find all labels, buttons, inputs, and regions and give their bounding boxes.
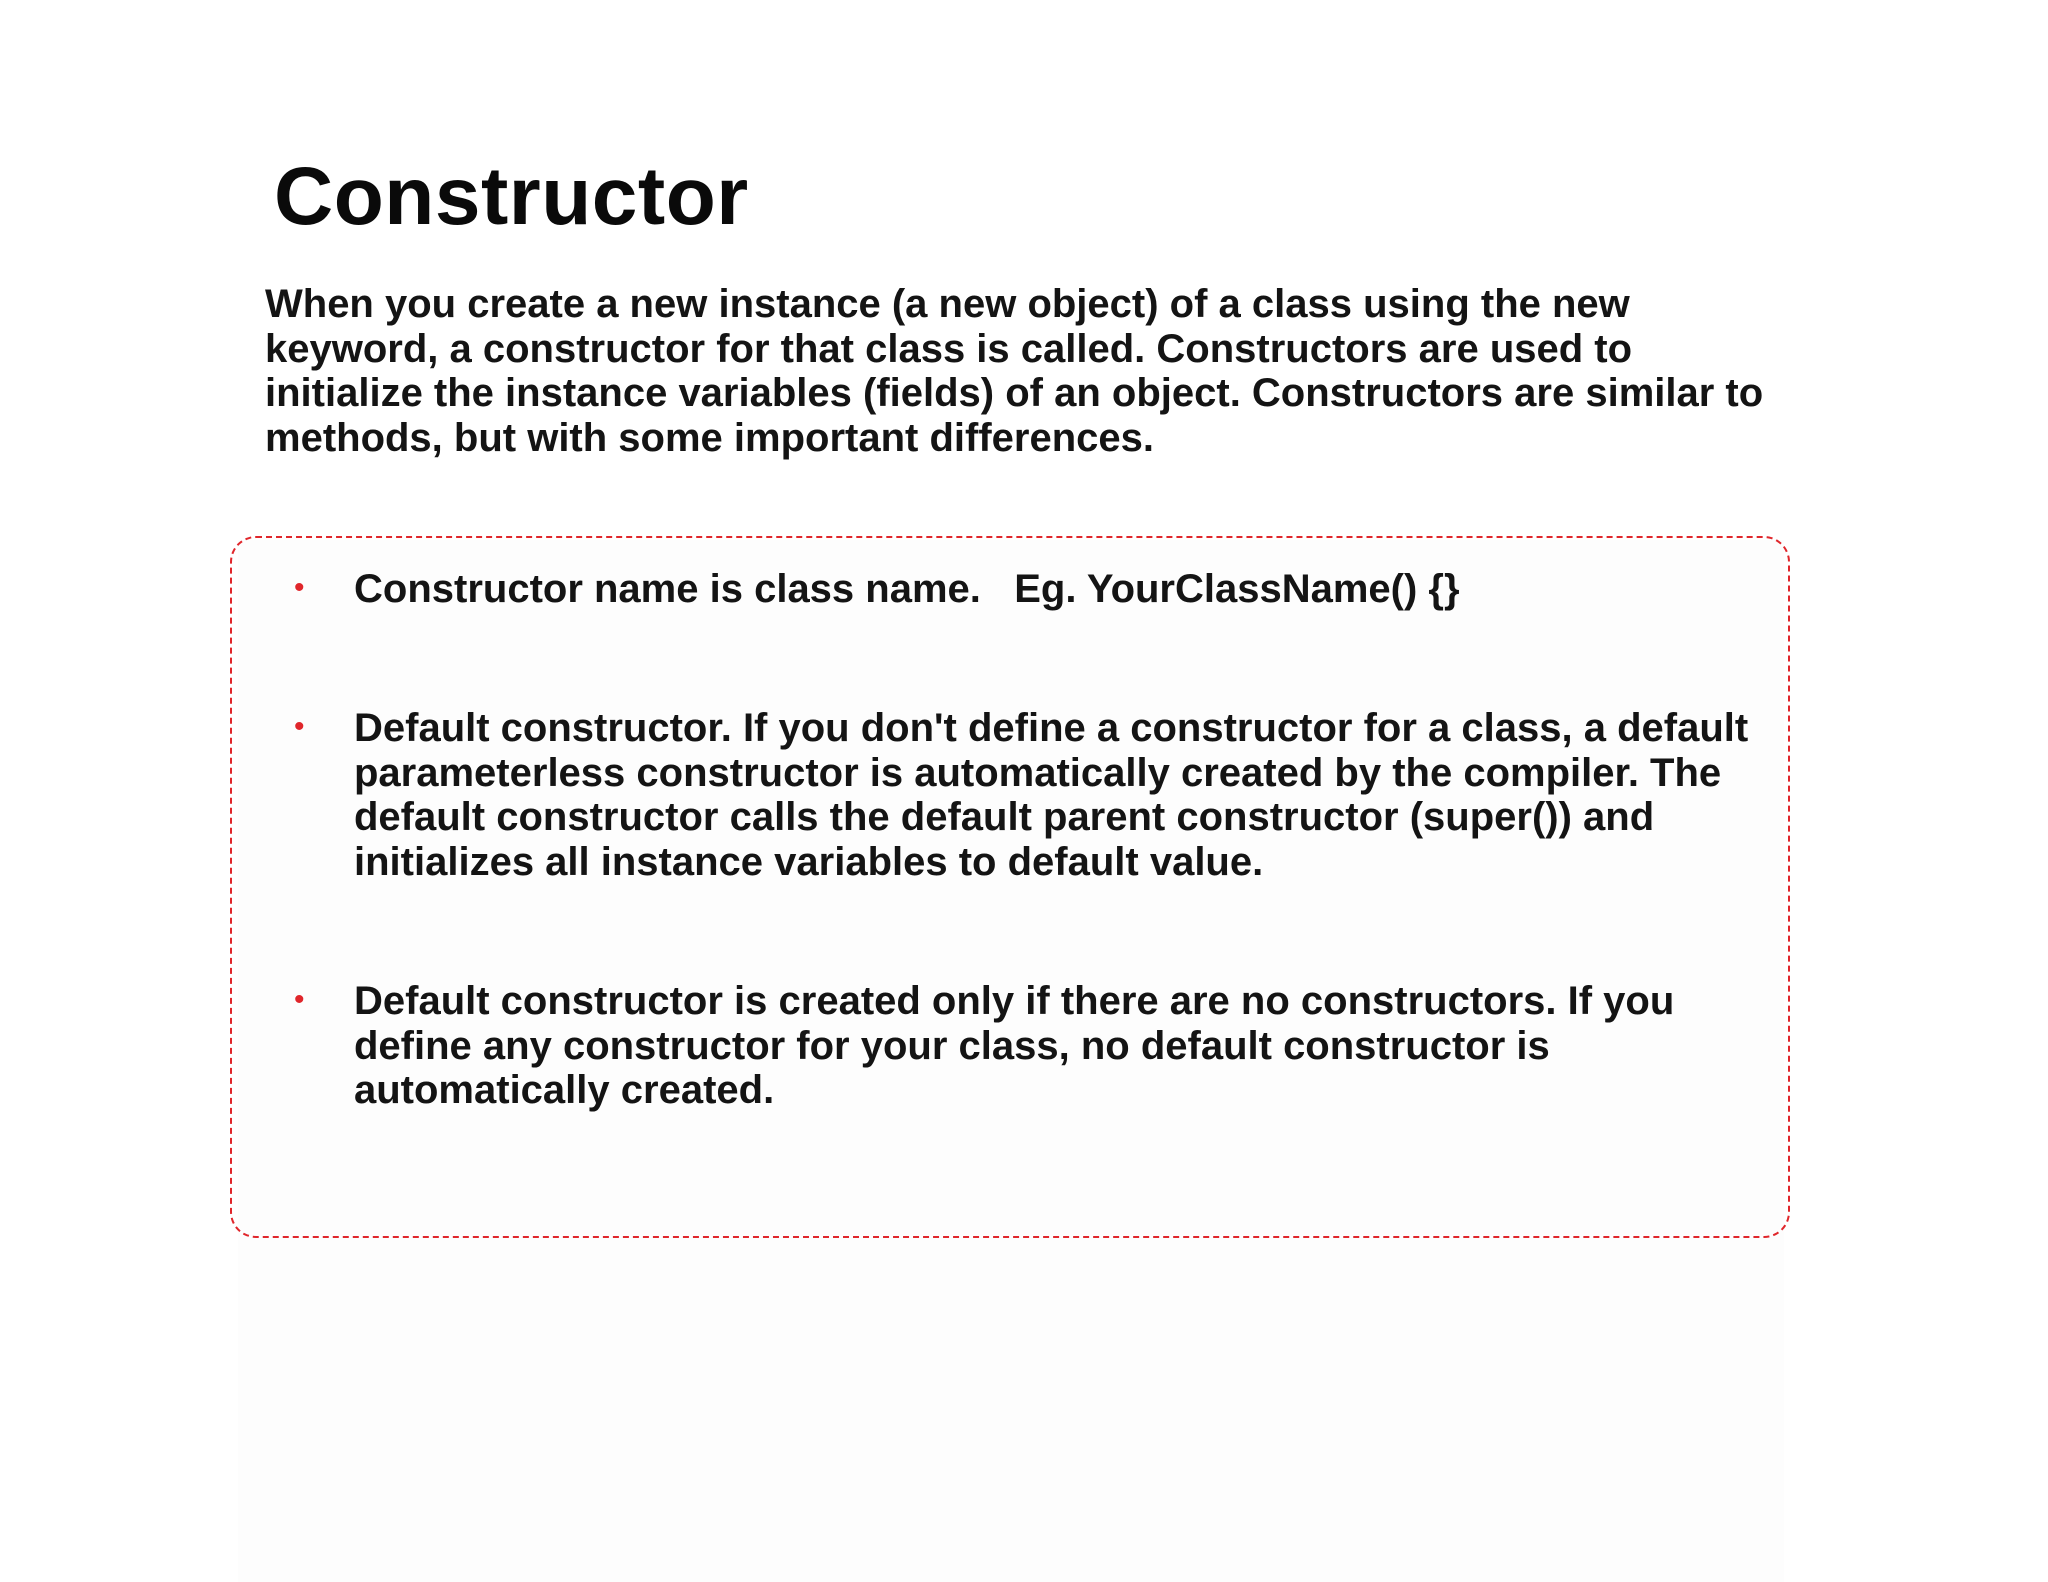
bullet-icon: • [294,710,305,743]
bullet-icon: • [294,983,305,1016]
bullet-text: Default constructor is created only if there are no constructors. If you define any constructor for your class, no default constructor is automatically created. [354,979,1686,1112]
bullet-icon: • [294,571,305,604]
bullet-text: Default constructor. If you don't define a constructor for a class, a default parameterless constructor is automatically created by the compiler. The default constructor calls the default parent constructor (super()) and initializes all instance variables to default value. [354,706,1760,884]
bullet-box [230,536,1790,1238]
bullet-text: Constructor name is class name. Eg. YourClassName() {} [354,567,1460,611]
intro-paragraph: When you create a new instance (a new object) of a class using the new keyword, a constructor for that class is called. Constructors are used to initialize the instance variables (fields) of an object. Constructors are similar to methods, but with some important differences. [265,282,1764,460]
slide-title: Constructor [274,151,749,242]
